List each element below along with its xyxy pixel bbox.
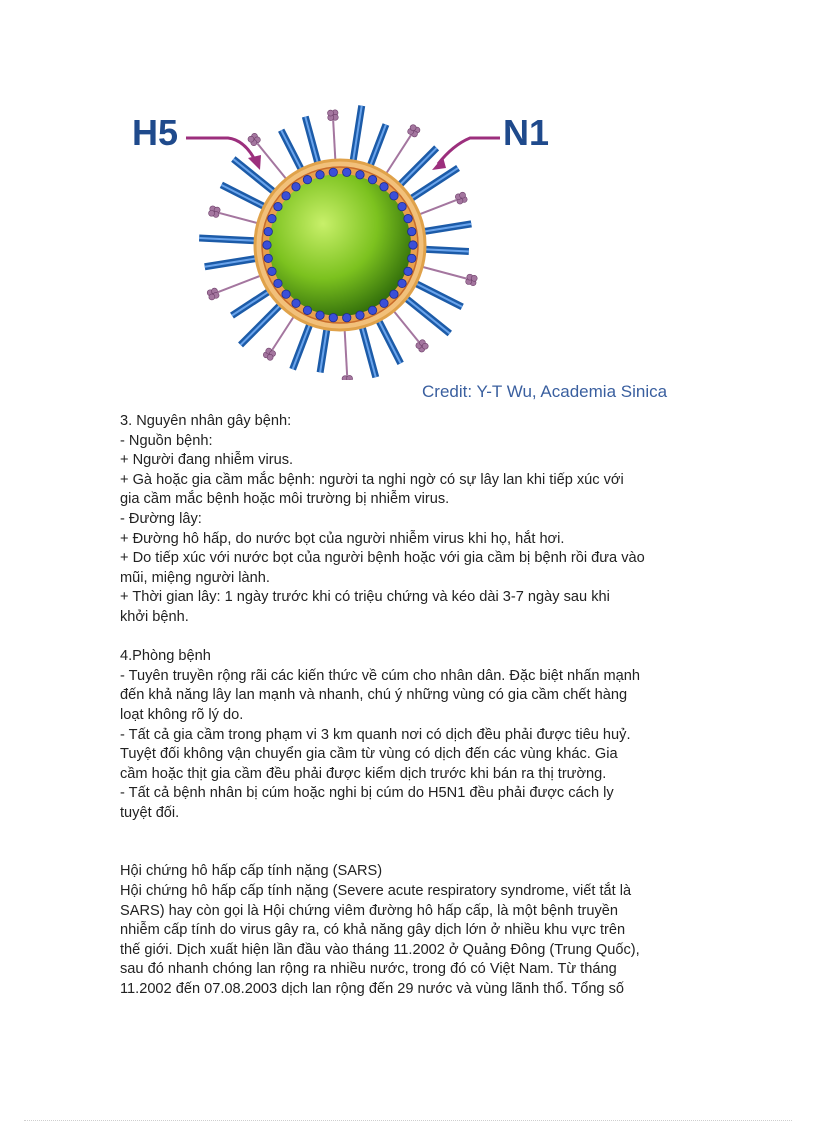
matrix-bead [274,202,282,210]
matrix-bead [390,192,398,200]
matrix-bead [408,227,416,235]
section3-line: + Người đang nhiễm virus. [120,452,294,469]
virus-figure [120,100,700,410]
virus-illustration [120,100,700,380]
neuraminidase-head [422,343,428,349]
matrix-bead [404,267,412,275]
section3-line: mũi, miệng người lành. [120,569,270,586]
matrix-bead [268,267,276,275]
sars-line: sau đó nhanh chóng lan rộng ra nhiều nước, trong đó có Việt Nam. Từ tháng [120,961,617,978]
neuraminidase-head [209,210,215,216]
section3-line: + Do tiếp xúc với nước bọt của người bệnh hoặc với gia cầm bị bệnh rồi đưa vào [120,550,645,567]
section4-line: loạt không rõ lý do. [120,706,244,723]
matrix-bead [329,168,337,176]
sars-line: 11.2002 đến 07.08.2003 dịch lan rộng đến 29 nước và vùng lãnh thổ. Tổng số [120,981,625,998]
matrix-bead [292,183,300,191]
section4-line: tuyệt đối. [120,804,180,821]
section3-line: - Nguồn bệnh: [120,432,213,449]
section3-line: + Đường hô hấp, do nước bọt của người nhiễm virus khi họ, hắt hơi. [120,530,565,547]
hemagglutinin-highlight [410,281,462,307]
matrix-bead [368,306,376,314]
neuraminidase-head [410,125,416,131]
page-bottom-rule [24,1120,792,1121]
matrix-bead [368,175,376,183]
matrix-bead [316,171,324,179]
matrix-bead [274,279,282,287]
neuraminidase-stalk [218,273,267,292]
section3-line: + Thời gian lây: 1 ngày trước khi có triệu chứng và kéo dài 3-7 ngày sau khi [120,589,610,606]
section4-line: đến khả năng lây lan mạnh và nhanh, chú ý những vùng có gia cầm chết hàng [120,687,628,704]
spacer [120,823,710,862]
neuraminidase-head [347,375,353,380]
neuraminidase-head [328,110,334,116]
neuraminidase-head [248,136,254,142]
matrix-bead [398,202,406,210]
section4-line: - Tất cả gia cầm trong phạm vi 3 km quanh nơi có dịch đều phải được tiêu huỷ. [120,726,631,743]
matrix-bead [282,290,290,298]
matrix-bead [303,175,311,183]
hemagglutinin-highlight [376,315,401,363]
section4-heading: 4.Phòng bệnh [120,648,211,665]
sars-line: Hội chứng hô hấp cấp tính nặng (Severe acute respiratory syndrome, viết tắt là [120,883,632,900]
h5-arrow-head [248,155,261,170]
matrix-bead [356,311,364,319]
neuraminidase-stalk [383,135,411,179]
matrix-bead [268,214,276,222]
matrix-bead [264,254,272,262]
section3-line: gia cầm mắc bệnh hoặc môi trường bị nhiễm virus. [120,491,450,508]
figure-credit: Credit: Y-T Wu, Academia Sinica [422,382,668,401]
matrix-bead [316,311,324,319]
neuraminidase-head [460,192,466,198]
h5-arrow-line [186,138,256,162]
sars-line: nhiễm cấp tính do virus gây ra, có khả năng gây dịch lớn ở nhiều khu vực trên [120,922,626,939]
matrix-bead [404,214,412,222]
hemagglutinin-highlight [368,124,386,171]
matrix-bead [263,241,271,249]
hemagglutinin-highlight [361,321,376,377]
section4-line: - Tất cả bệnh nhân bị cúm hoặc nghi bị cúm do H5N1 đều phải được cách ly [120,785,614,802]
section3-line: khởi bệnh. [120,608,189,625]
matrix-bead [292,299,300,307]
hemagglutinin-highlight [221,185,269,209]
matrix-bead [380,183,388,191]
matrix-bead [398,279,406,287]
matrix-bead [408,254,416,262]
matrix-bead [380,299,388,307]
matrix-bead [343,168,351,176]
section3-line: - Đường lây: [120,510,202,527]
h5-label: H5 [132,112,179,153]
neuraminidase-stalk [344,324,347,376]
spacer [120,628,710,648]
n1-arrow-line [438,138,500,164]
neuraminidase-head [267,354,273,360]
matrix-bead [264,227,272,235]
section4-line: cầm hoặc thịt gia cầm đều phải được kiểm dịch trước khi bán ra thị trường. [120,765,607,782]
n1-label: N1 [503,112,550,153]
sars-heading: Hội chứng hô hấp cấp tính nặng (SARS) [120,863,383,880]
matrix-bead [282,192,290,200]
sars-line: SARS) hay còn gọi là Hội chứng viêm đường hô hấp cấp, là một bệnh truyền [120,902,619,919]
hemagglutinin-highlight [305,117,319,169]
matrix-bead [409,241,417,249]
section4-line: Tuyệt đối không vận chuyển gia cầm từ vùng có dịch đến các vùng khác. Gia [120,746,618,763]
sars-line: thế giới. Dịch xuất hiện lần đầu vào tháng 11.2002 ở Quảng Đông (Trung Quốc), [120,941,640,958]
section4-line: - Tuyên truyền rộng rãi các kiến thức về cúm cho nhân dân. Đặc biệt nhấn mạnh [120,667,641,684]
matrix-bead [329,313,337,321]
document-body [120,412,710,1000]
hemagglutinin-highlight [293,319,312,369]
section3-heading: 3. Nguyên nhân gây bệnh: [120,413,292,429]
section3-line: + Gà hoặc gia cầm mắc bệnh: người ta nghi ngờ có sự lây lan khi tiếp xúc với [120,471,624,488]
matrix-bead [356,171,364,179]
neuraminidase-stalk [257,143,290,183]
matrix-bead [303,306,311,314]
neuraminidase-head [471,275,477,281]
neuraminidase-head [209,294,215,300]
matrix-bead [343,313,351,321]
matrix-bead [390,290,398,298]
neuraminidase-stalk [416,265,466,278]
